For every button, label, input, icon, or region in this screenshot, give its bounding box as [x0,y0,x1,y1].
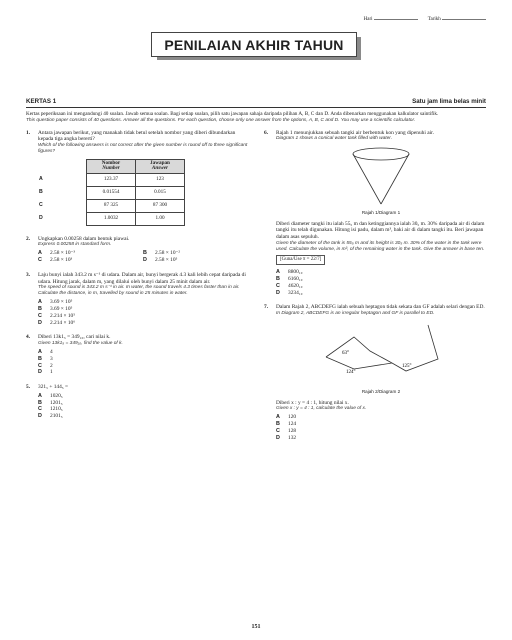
option-a[interactable]: A 1020₅ [38,392,63,399]
figure-caption: Rajah 2/Diagram 2 [361,388,401,394]
answer-table [38,159,185,226]
options [276,269,486,296]
instructions-en: This question paper consists of 40 questions. Answer all the questions. For each question, choose only one answer from the options, A, B, C and D. You may use a scientific calculator. [26,117,416,123]
question-number: 3. [26,271,31,278]
page-title: PENILAIAN AKHIR TAHUN [151,32,357,57]
question-text-ms: Diberi 13k1₅ = 349₁₀, cari nilai k. [38,334,111,341]
question-4 [26,334,248,376]
formula-box: [Guna/Use π = 22/7] [276,255,325,266]
cone-diagram [346,146,416,208]
option-d[interactable]: D 2.214 × 10⁶ [38,319,76,326]
hari-label: Hari [363,17,373,22]
divider [26,107,486,108]
question-number: 4. [26,334,31,341]
question-text-ms: Ungkapkan 0.00258 dalam bentuk piawai. [38,235,130,242]
table-row[interactable]: A 123.37 123 [38,173,185,186]
figure-heptagon [276,321,486,396]
question-1 [26,130,248,228]
col-header-number: Nombor Number [87,159,136,173]
options [38,349,248,376]
question-2 [26,236,248,264]
figure-caption: Rajah 1/Diagram 1 [361,210,401,216]
option-c[interactable]: C 4620₁₀ [276,282,303,289]
left-column [26,130,248,450]
figure-cone [276,146,486,217]
question-text-en: Express 0.00258 in standard form. [38,242,112,248]
page-number: 151 [251,624,261,630]
question-number: 7. [264,304,269,311]
question-text-ms: 321₅ + 144₅ = [38,384,69,391]
option-b[interactable]: B 124 [276,420,297,427]
col-header-answer: Jawapan Answer [136,159,185,173]
question-text-en-2: Given the diameter of the tank is 55₅ m and its height is 30₅ m. 30% of the water in the tank were used. Calculate the volume, in m³, of the remaining water in the tank. Give the answer in base ten. [276,240,485,252]
option-c[interactable]: C 2.214 × 10⁵ [38,312,76,319]
option-a[interactable]: A 120 [276,414,297,421]
option-c[interactable]: C 2 [38,362,53,369]
option-b[interactable]: B 3.69 × 10⁵ [38,305,73,312]
option-d[interactable]: D 2.58 × 10⁵ [143,257,178,264]
option-b[interactable]: B 1201₅ [38,399,63,406]
option-a[interactable]: A 8800₁₀ [276,269,303,276]
question-text-en: Diagram 1 shows a conical water tank filled with water. [276,136,393,142]
question-number: 2. [26,235,31,242]
right-column [264,130,486,450]
option-b[interactable]: B 2.58 × 10⁻² [143,250,181,257]
heptagon-diagram [306,321,456,387]
options [38,393,248,420]
question-6 [264,130,486,297]
question-text-ms: Antara jawapan berikut, yang manakah tidak betul setelah nombor yang diberi dibundarkan kepada tiga angka bererti? [38,129,236,143]
question-text-ms: Laju bunyi ialah 343.2 m s⁻¹ di udara. Dalam air, bunyi bergerak 4.3 kali lebih cepat daripada di udara. Hitung jarak, dalam m, yang dilalui oleh bunyi dalam 25 minit dalam air. [38,271,246,285]
option-d[interactable]: D 132 [276,434,297,441]
options [38,250,248,264]
option-c[interactable]: C 2.58 × 10³ [38,257,73,264]
tarikh-line [442,19,486,20]
angle-label: 125° [402,363,412,369]
header-fields [26,10,486,22]
question-3 [26,272,248,326]
option-a[interactable]: A 4 [38,348,53,355]
option-c[interactable]: C 128 [276,427,297,434]
table-row[interactable]: B 0.01554 0.015 [38,186,185,199]
paper-duration: Satu jam lima belas minit [412,98,486,105]
option-c[interactable]: C 1210₅ [38,406,63,413]
question-7 [264,304,486,441]
option-a[interactable]: A 2.58 × 10⁻³ [38,250,76,257]
question-number: 1. [26,129,31,136]
title-banner [151,32,361,60]
options [38,299,248,326]
question-text-en-2: Given x : y = 4 : 1, calculate the value of x. [276,406,367,412]
option-d[interactable]: D 3234₁₀ [276,289,303,296]
question-text-ms: Rajah 1 menunjukkan sebuah tangki air berbentuk kon yang dipenuhi air. [276,129,434,136]
table-row[interactable]: D 1.0032 1.00 [38,212,185,225]
table-row[interactable]: C 87 325 87 300 [38,199,185,212]
option-d[interactable]: D 2101₅ [38,413,63,420]
options [276,414,486,441]
angle-label: 124° [346,369,356,375]
question-5 [26,384,248,420]
question-text-en: Given 13k1₅ = 349₁₀, find the value of k. [38,340,123,346]
question-text-ms-2: Diberi diameter tangki itu ialah 55₅ m dan ketinggiannya ialah 30₅ m. 30% daripada air di dalam tangki itu telah digunakan. Hitung isi padu, dalam m³, baki air di dalam tangki itu. Beri jawapan dalam asas sepuluh. [276,220,485,240]
paper-row [26,98,486,105]
question-text-ms: Dalam Rajah 2, ABCDEFG ialah sebuah heptagon tidak sekata dan GF adalah selari dengan ED. [276,304,485,311]
instructions-ms: Kertas peperiksaan ini mengandungi 40 soalan. Jawab semua soalan. Bagi setiap soalan, pilih satu jawapan sahaja daripada pilihan A, B, C dan D. Anda dibenarkan menggunakan kalkulator saintifik. [26,111,439,117]
question-columns [26,130,486,450]
question-text-en: Which of the following answers is not correct after the given number is round off to three significant figures? [38,142,248,154]
question-number: 5. [26,384,31,391]
option-b[interactable]: B 3 [38,355,53,362]
question-text-en: The speed of sound is 343.2 m s⁻¹ in air. In water, the sound travels 4.3 times faster than in air. Calculate the distance, in m, travelled by sound in 25 minutes in water. [38,285,240,297]
option-b[interactable]: B 6160₁₀ [276,275,303,282]
question-number: 6. [264,129,269,136]
question-text-en: In Diagram 2, ABCDEFG is an irregular heptagon and GF is parallel to ED. [276,310,435,316]
hari-line [374,19,418,20]
option-a[interactable]: A 3.69 × 10⁵ [38,299,73,306]
option-d[interactable]: D 1 [38,369,53,376]
instructions [26,111,486,124]
angle-label: 63° [342,350,349,356]
question-text-ms-2: Diberi x : y = 4 : 1, hitung nilai x. [276,399,349,406]
tarikh-label: Tarikh [427,17,441,22]
paper-name: KERTAS 1 [26,98,57,105]
